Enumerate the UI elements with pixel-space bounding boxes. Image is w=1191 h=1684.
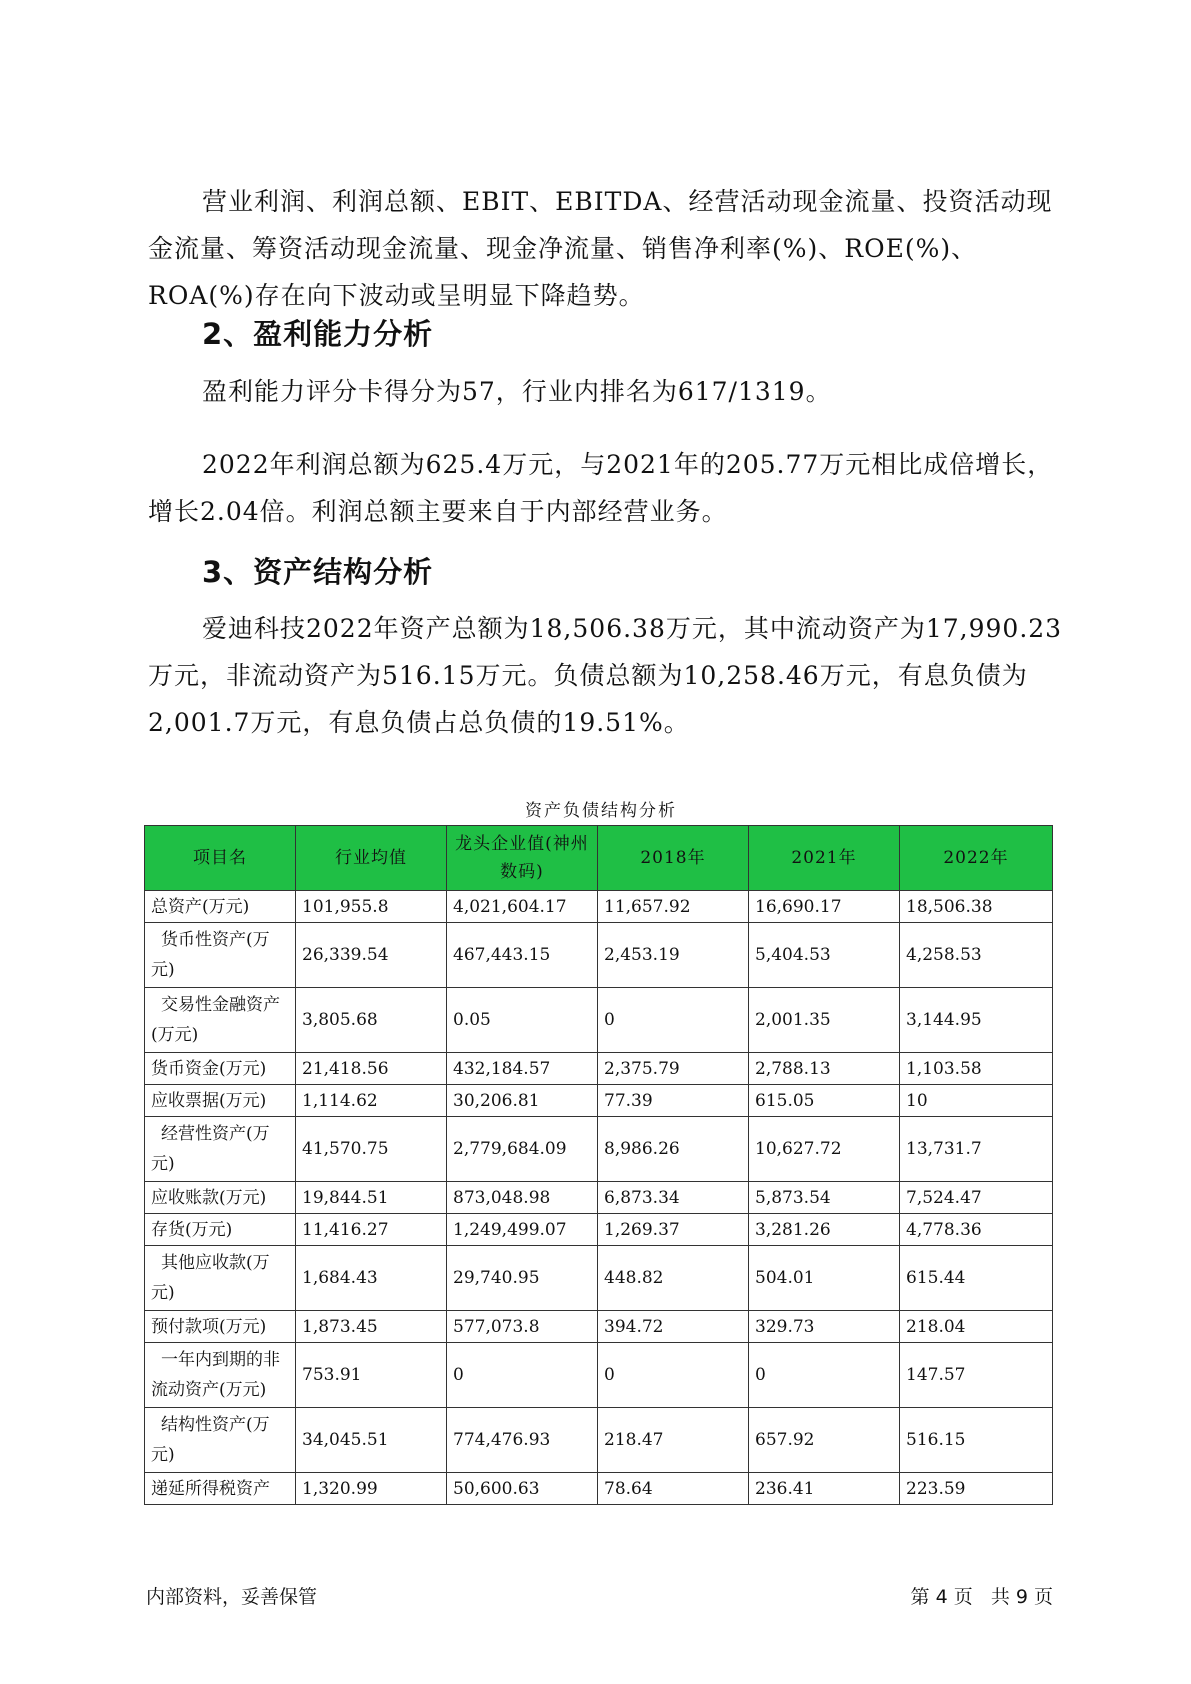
footer-confidential-note: 内部资料，妥善保管 — [146, 1586, 318, 1608]
table-row — [145, 1343, 1053, 1408]
paragraph-asset-structure: 爱迪科技2022年资产总额为18,506.38万元，其中流动资产为17,990.23万元，非流动资产为516.15万元。负债总额为10,258.46万元，有息负债为2,001.7万元，有息负债占总负债的19.51%。 — [148, 614, 1063, 737]
row-label: 经营性资产(万元) — [145, 1117, 296, 1182]
row-label: 货币性资产(万元) — [145, 923, 296, 988]
row-label: 货币资金(万元) — [145, 1053, 296, 1085]
row-label: 存货(万元) — [145, 1214, 296, 1246]
column-header-item: 项目名 — [145, 826, 296, 891]
cell-value: 2,001.35 — [749, 988, 900, 1053]
row-label: 应收票据(万元) — [145, 1085, 296, 1117]
cell-value: 77.39 — [598, 1085, 749, 1117]
cell-value: 236.41 — [749, 1473, 900, 1505]
cell-value: 6,873.34 — [598, 1182, 749, 1214]
table-row — [145, 1408, 1053, 1473]
cell-value: 4,258.53 — [900, 923, 1053, 988]
table-row — [145, 1311, 1053, 1343]
cell-value: 657.92 — [749, 1408, 900, 1473]
cell-value: 394.72 — [598, 1311, 749, 1343]
cell-value: 4,778.36 — [900, 1214, 1053, 1246]
table-row — [145, 1214, 1053, 1246]
row-label: 交易性金融资产(万元) — [145, 988, 296, 1053]
cell-value: 11,416.27 — [296, 1214, 447, 1246]
cell-value: 3,805.68 — [296, 988, 447, 1053]
cell-value: 29,740.95 — [447, 1246, 598, 1311]
cell-value: 8,986.26 — [598, 1117, 749, 1182]
cell-value: 577,073.8 — [447, 1311, 598, 1343]
table-row — [145, 923, 1053, 988]
table-row — [145, 988, 1053, 1053]
row-label: 递延所得税资产 — [145, 1473, 296, 1505]
cell-value: 13,731.7 — [900, 1117, 1053, 1182]
row-label: 其他应收款(万元) — [145, 1246, 296, 1311]
table-row — [145, 1473, 1053, 1505]
table-header-row — [145, 826, 1053, 891]
table-row — [145, 1085, 1053, 1117]
cell-value: 615.05 — [749, 1085, 900, 1117]
row-label: 预付款项(万元) — [145, 1311, 296, 1343]
cell-value: 0 — [447, 1343, 598, 1408]
cell-value: 5,873.54 — [749, 1182, 900, 1214]
table-row — [145, 1117, 1053, 1182]
cell-value: 101,955.8 — [296, 891, 447, 923]
cell-value: 223.59 — [900, 1473, 1053, 1505]
cell-value: 147.57 — [900, 1343, 1053, 1408]
table-caption: 资产负债结构分析 — [525, 801, 677, 821]
cell-value: 504.01 — [749, 1246, 900, 1311]
paragraph-profitability-score: 盈利能力评分卡得分为57，行业内排名为617/1319。 — [202, 377, 832, 406]
cell-value: 10 — [900, 1085, 1053, 1117]
cell-value: 4,021,604.17 — [447, 891, 598, 923]
cell-value: 0 — [598, 988, 749, 1053]
cell-value: 34,045.51 — [296, 1408, 447, 1473]
cell-value: 1,249,499.07 — [447, 1214, 598, 1246]
cell-value: 50,600.63 — [447, 1473, 598, 1505]
cell-value: 10,627.72 — [749, 1117, 900, 1182]
cell-value: 3,144.95 — [900, 988, 1053, 1053]
cell-value: 2,779,684.09 — [447, 1117, 598, 1182]
cell-value: 11,657.92 — [598, 891, 749, 923]
cell-value: 5,404.53 — [749, 923, 900, 988]
cell-value: 26,339.54 — [296, 923, 447, 988]
cell-value: 1,103.58 — [900, 1053, 1053, 1085]
cell-value: 448.82 — [598, 1246, 749, 1311]
paragraph-trend-summary: 营业利润、利润总额、EBIT、EBITDA、经营活动现金流量、投资活动现金流量、筹资活动现金流量、现金净流量、销售净利率(%)、ROE(%)、ROA(%)存在向下波动或呈明显下降趋势。 — [148, 187, 1053, 310]
table-row — [145, 1053, 1053, 1085]
cell-value: 19,844.51 — [296, 1182, 447, 1214]
column-header-leader-value: 龙头企业值(神州数码) — [447, 826, 598, 891]
paragraph-total-profit: 2022年利润总额为625.4万元，与2021年的205.77万元相比成倍增长，增长2.04倍。利润总额主要来自于内部经营业务。 — [148, 450, 1054, 526]
cell-value: 218.04 — [900, 1311, 1053, 1343]
cell-value: 21,418.56 — [296, 1053, 447, 1085]
footer-page-number: 第 4 页 共 9 页 — [910, 1586, 1053, 1608]
cell-value: 2,375.79 — [598, 1053, 749, 1085]
cell-value: 41,570.75 — [296, 1117, 447, 1182]
cell-value: 16,690.17 — [749, 891, 900, 923]
cell-value: 218.47 — [598, 1408, 749, 1473]
row-label: 总资产(万元) — [145, 891, 296, 923]
table-row — [145, 1182, 1053, 1214]
row-label: 一年内到期的非流动资产(万元) — [145, 1343, 296, 1408]
cell-value: 30,206.81 — [447, 1085, 598, 1117]
cell-value: 873,048.98 — [447, 1182, 598, 1214]
table-row — [145, 1246, 1053, 1311]
cell-value: 615.44 — [900, 1246, 1053, 1311]
cell-value: 1,320.99 — [296, 1473, 447, 1505]
asset-liability-table — [144, 825, 1053, 1505]
row-label: 结构性资产(万元) — [145, 1408, 296, 1473]
column-header-industry-average: 行业均值 — [296, 826, 447, 891]
table-row — [145, 891, 1053, 923]
cell-value: 774,476.93 — [447, 1408, 598, 1473]
cell-value: 329.73 — [749, 1311, 900, 1343]
column-header-2021: 2021年 — [749, 826, 900, 891]
cell-value: 2,788.13 — [749, 1053, 900, 1085]
cell-value: 0 — [598, 1343, 749, 1408]
cell-value: 432,184.57 — [447, 1053, 598, 1085]
cell-value: 0 — [749, 1343, 900, 1408]
column-header-2022: 2022年 — [900, 826, 1053, 891]
cell-value: 1,873.45 — [296, 1311, 447, 1343]
section-heading-asset-structure: 3、资产结构分析 — [202, 555, 434, 589]
cell-value: 3,281.26 — [749, 1214, 900, 1246]
row-label: 应收账款(万元) — [145, 1182, 296, 1214]
column-header-2018: 2018年 — [598, 826, 749, 891]
cell-value: 467,443.15 — [447, 923, 598, 988]
cell-value: 516.15 — [900, 1408, 1053, 1473]
cell-value: 78.64 — [598, 1473, 749, 1505]
cell-value: 18,506.38 — [900, 891, 1053, 923]
cell-value: 1,269.37 — [598, 1214, 749, 1246]
cell-value: 7,524.47 — [900, 1182, 1053, 1214]
cell-value: 0.05 — [447, 988, 598, 1053]
cell-value: 753.91 — [296, 1343, 447, 1408]
cell-value: 2,453.19 — [598, 923, 749, 988]
cell-value: 1,684.43 — [296, 1246, 447, 1311]
cell-value: 1,114.62 — [296, 1085, 447, 1117]
section-heading-profitability: 2、盈利能力分析 — [202, 317, 434, 351]
